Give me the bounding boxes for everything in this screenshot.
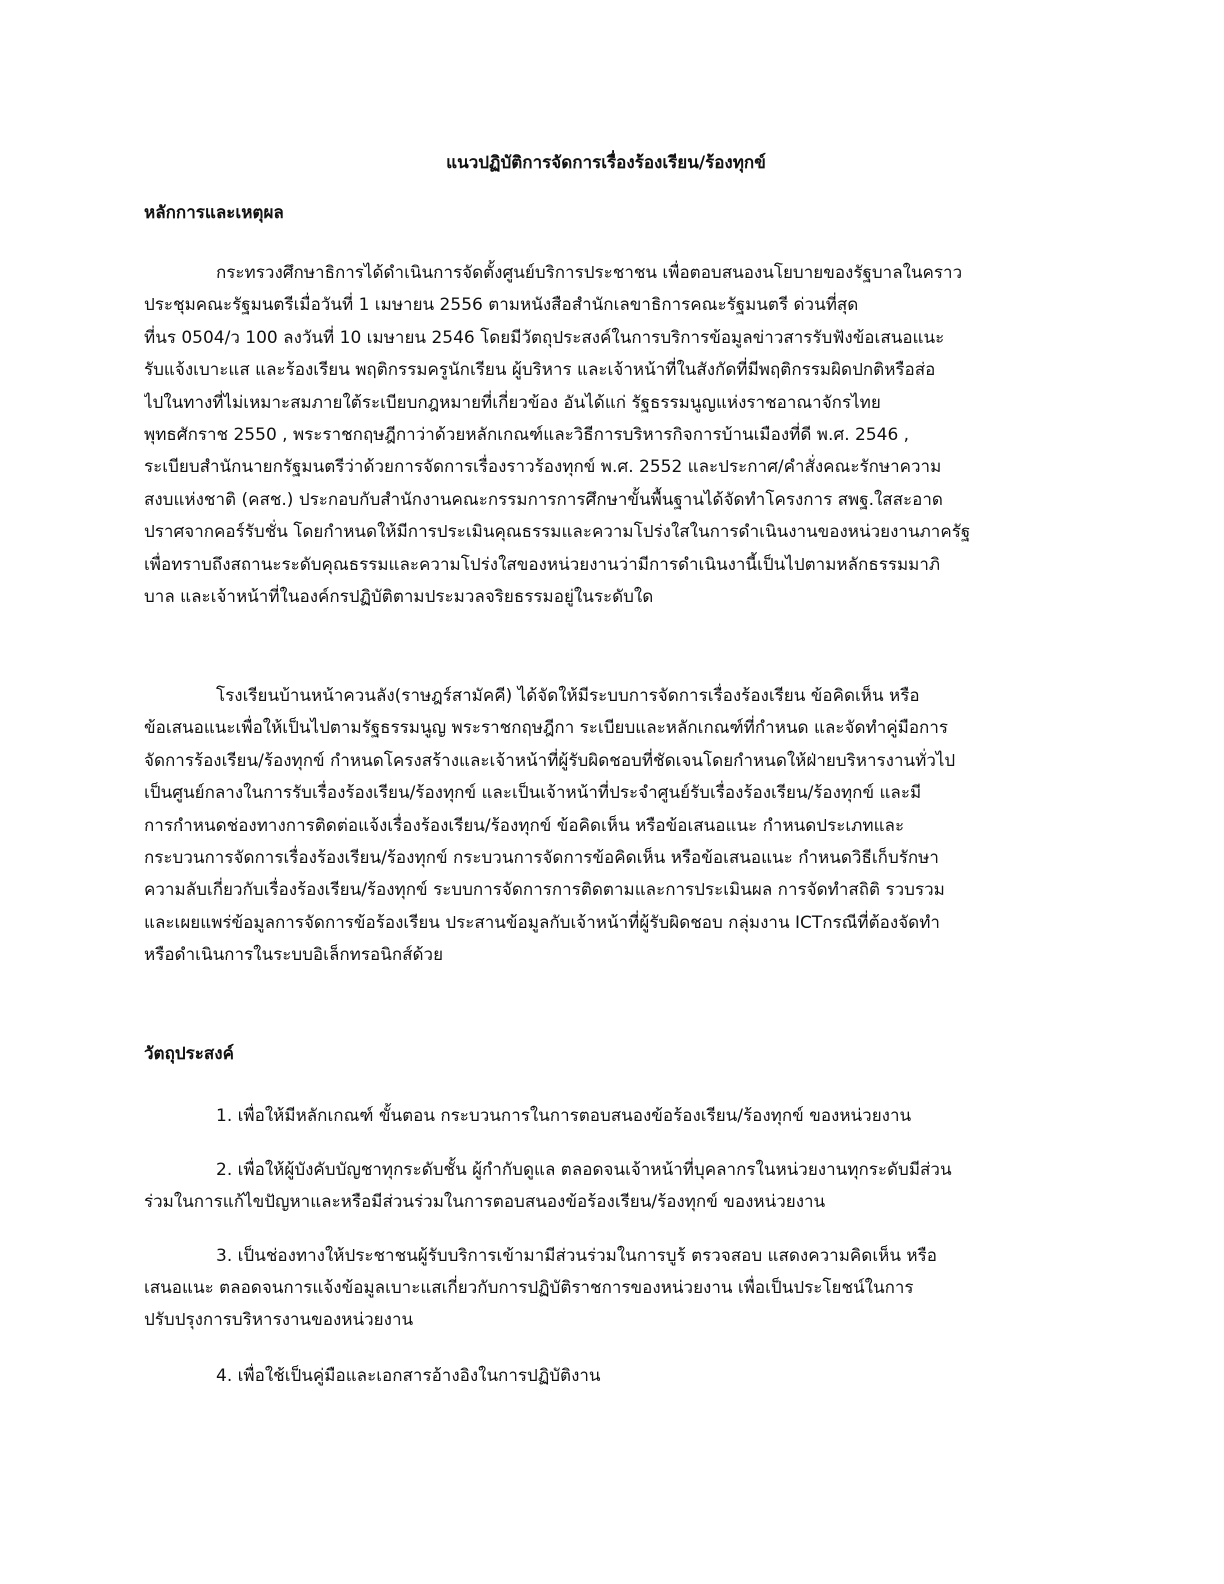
objective-item-2 [144, 1154, 1068, 1218]
text-line: 2. เพื่อให้ผู้บังคับบัญชาทุกระดับชั้น ผู้กำกับดูแล ตลอดจนเจ้าหน้าที่บุคลากรในหน่วยงานทุกระดับมีส่วน [216, 1160, 952, 1180]
text-line: การกำหนดช่องทางการติดต่อแจ้งเรื่องร้องเรียน/ร้องทุกข์ ข้อคิดเห็น หรือข้อเสนอแนะ กำหนดประเภทและ [144, 815, 905, 836]
objective-item-3 [144, 1240, 1068, 1336]
text-line: ประชุมคณะรัฐมนตรีเมื่อวันที่ 1 เมษายน 2556 ตามหนังสือสำนักเลขาธิการคณะรัฐมนตรี ด่วนที่สุด [144, 295, 859, 316]
text-line: รับแจ้งเบาะแส และร้องเรียน พฤติกรรมครูนักเรียน ผู้บริหาร และเจ้าหน้าที่ในสังกัดที่มีพฤติกรรมผิดปกติหรือส่อ [144, 360, 936, 381]
rationale-paragraph-1 [144, 257, 1068, 613]
text-line: ร่วมในการแก้ไขปัญหาและหรือมีส่วนร่วมในการตอบสนองข้อร้องเรียน/ร้องทุกข์ ของหน่วยงาน [144, 1192, 826, 1212]
text-line: จัดการร้องเรียน/ร้องทุกข์ กำหนดโครงสร้างและเจ้าหน้าที่ผู้รับผิดชอบที่ชัดเจนโดยกำหนดให้ฝ่ายบริหารงานทั่วไป [144, 750, 956, 771]
objective-item-1 [144, 1100, 1068, 1132]
text-line: ปราศจากคอร์รับชั่น โดยกำหนดให้มีการประเมินคุณธรรมและความโปร่งใสในการดำเนินงานของหน่วยงานภาครัฐ [144, 522, 971, 543]
text-line: เพื่อทราบถึงสถานะระดับคุณธรรมและความโปร่งใสของหน่วยงานว่ามีการดำเนินงานี้เป็นไปตามหลักธรรมมาภิ [144, 554, 941, 575]
text-line: ความลับเกี่ยวกับเรื่องร้องเรียน/ร้องทุกข์ ระบบการจัดการการติดตามและการประเมินผล การจัดทำสถิติ รวบรวม [144, 880, 945, 901]
text-line: ข้อเสนอแนะเพื่อให้เป็นไปตามรัฐธรรมนูญ พระราชกฤษฎีกา ระเบียบและหลักเกณฑ์ที่กำหนด และจัดทำคู่มือการ [144, 718, 948, 739]
text-line: โรงเรียนบ้านหน้าควนลัง(ราษฎร์สามัคคี) ได้จัดให้มีระบบการจัดการเรื่องร้องเรียน ข้อคิดเห็น หรือ [216, 686, 920, 706]
text-line: 1. เพื่อให้มีหลักเกณฑ์ ขั้นตอน กระบวนการในการตอบสนองข้อร้องเรียน/ร้องทุกข์ ของหน่วยงาน [216, 1106, 912, 1126]
text-line: เสนอแนะ ตลอดจนการแจ้งข้อมูลเบาะแสเกี่ยวกับการปฏิบัติราชการของหน่วยงาน เพื่อเป็นประโยชน์ในการ [144, 1278, 914, 1298]
text-line: ปรับปรุงการบริหารงานของหน่วยงาน [144, 1310, 414, 1330]
text-line: ที่นร 0504/ว 100 ลงวันที่ 10 เมษายน 2546 โดยมีวัตถุประสงค์ในการบริการข้อมูลข่าวสารรับฟังข้อเสนอแนะ [144, 327, 945, 348]
text-line: หรือดำเนินการในระบบอิเล็กทรอนิกส์ด้วย [144, 945, 444, 966]
text-line: 3. เป็นช่องทางให้ประชาชนผู้รับบริการเข้ามามีส่วนร่วมในการบูร้ ตรวจสอบ แสดงความคิดเห็น หรือ [216, 1246, 937, 1266]
section-heading-rationale: หลักการและเหตุผล [144, 203, 284, 223]
text-line: บาล และเจ้าหน้าที่ในองค์กรปฏิบัติตามประมวลจริยธรรมอยู่ในระดับใด [144, 587, 654, 608]
text-line: พุทธศักราช 2550 , พระราชกฤษฎีกาว่าด้วยหลักเกณฑ์และวิธีการบริหารกิจการบ้านเมืองที่ดี พ.ศ. 2546 , [144, 425, 910, 446]
section-heading-objectives: วัตถุประสงค์ [144, 1044, 234, 1064]
objective-item-4 [144, 1360, 1068, 1392]
text-line: กระทรวงศึกษาธิการได้ดำเนินการจัดตั้งศูนย์บริการประชาชน เพื่อตอบสนองนโยบายของรัฐบาลในคราว [216, 263, 963, 283]
text-line: เป็นศูนย์กลางในการรับเรื่องร้องเรียน/ร้องทุกข์ และเป็นเจ้าหน้าที่ประจำศูนย์รับเรื่องร้องเรียน/ร้องทุกข์ และมี [144, 783, 922, 804]
text-line: สงบแห่งชาติ (คสช.) ประกอบกับสำนักงานคณะกรรมการการศึกษาขั้นพื้นฐานได้จัดทำโครงการ สพฐ.ใสสะอาด [144, 489, 943, 510]
text-line: กระบวนการจัดการเรื่องร้องเรียน/ร้องทุกข์ กระบวนการจัดการข้อคิดเห็น หรือข้อเสนอแนะ กำหนดวิธีเก็บรักษา [144, 848, 939, 869]
text-line: ระเบียบสำนักนายกรัฐมนตรีว่าด้วยการจัดการเรื่องราวร้องทุกข์ พ.ศ. 2552 และประกาศ/คำสั่งคณะรักษาความ [144, 457, 942, 478]
document-page [144, 0, 1068, 1584]
text-line: 4. เพื่อใช้เป็นคู่มือและเอกสารอ้างอิงในการปฏิบัติงาน [216, 1366, 601, 1386]
rationale-paragraph-2 [144, 680, 1068, 972]
text-line: และเผยแพร่ข้อมูลการจัดการข้อร้องเรียน ประสานข้อมูลกับเจ้าหน้าที่ผู้รับผิดชอบ กลุ่มงาน ICTกรณีที่ต้องจัดทำ [144, 912, 940, 933]
document-title: แนวปฏิบัติการจัดการเรื่องร้องเรียน/ร้องทุกข์ [446, 153, 766, 173]
text-line: ไปในทางที่ไม่เหมาะสมภายใต้ระเบียบกฎหมายที่เกี่ยวข้อง อันได้แก่ รัฐธรรมนูญแห่งราชอาณาจักรไทย [144, 392, 881, 413]
